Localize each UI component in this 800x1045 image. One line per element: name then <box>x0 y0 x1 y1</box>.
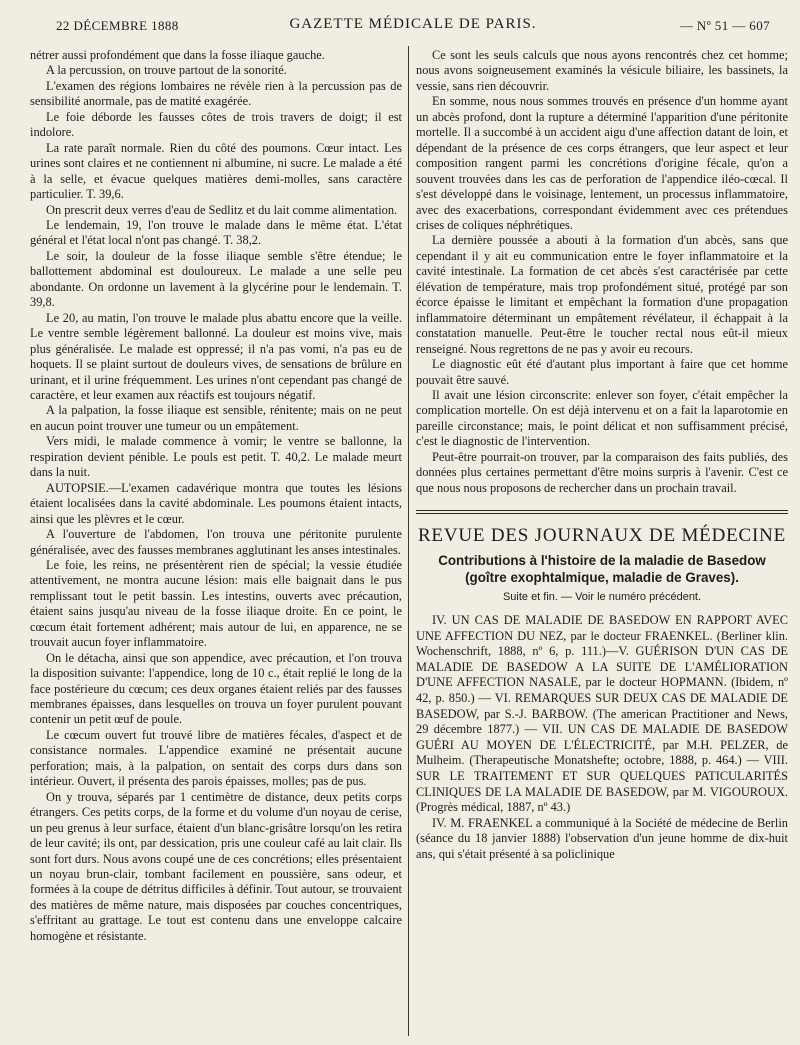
paragraph: IV. M. FRAENKEL a communiqué à la Société de médecine de Berlin (séance du 18 janvier 1888) l'observation d'un jeune homme de dix-huit ans, qui s'était présenté à sa policlinique <box>416 815 788 861</box>
paragraph: Il avait une lésion circonscrite: enlever son foyer, c'était empêcher la complication mortelle. On est déjà intervenu et on a fait la laparotomie en pareille circonstance; mais, le point délicat et non suffisamment précisé, c'est le diagnostic de l'intervention. <box>416 387 788 449</box>
paragraph: On le détacha, ainsi que son appendice, avec précaution, et l'on trouva la disposition suivante: l'appendice, long de 10 c., était replié le long de la face postérieure du cœcum; ces deux organes étaient reliés par des fausses membranes épaisses, dans lesquelles on trouva un foyer purulent pouvant contenir un petit œuf de poule. <box>30 650 402 727</box>
header-date: 22 DÉCEMBRE 1888 <box>56 18 179 33</box>
article-subtitle: Contributions à l'histoire de la maladie de Basedow (goître exophtalmique, maladie de Graves). <box>438 552 766 585</box>
continuation-note: Suite et fin. — Voir le numéro précédent. <box>502 590 702 603</box>
column-divider <box>408 46 409 1036</box>
paragraph: La dernière poussée a abouti à la formation d'un abcès, sans que cependant il y ait eu communication entre le foyer inflammatoire et la cavité intestinale. La formation de cet abcès s'est caractérisée par cette élévation de température, mais trop profondément situé, protégé par son écorce épaisse le limitant et empêchant la formation d'une propagation inflammatoire déterminant un empâtement révélateur, il échappait à la constatation manuelle. Peut-être le toucher rectal nous eût-il mieux renseigné. Nous regrettons de ne pas y avoir eu recours. <box>416 233 788 356</box>
paragraph: On y trouva, séparés par 1 centimètre de distance, deux petits corps étrangers. Ces petits corps, de la forme et du volume d'un noyau de cerise, un peu grenus à leur surface, étaient d'un blanc-grisâtre lorsqu'on les retira de leur cavité; ils ont, par dessication, pris une couleur café au lait clair. Ils sont fort durs. Nous avons coupé une de ces concrétions; elles présentaient un noyau brun-clair, tombant facilement en poussière, sans odeur, et formées à la coupe de détritus difficiles à définir. Tout autour, se trouvaient des matières de même nature, mais disposées par couches concentriques, s'effritant au grattage. Le tout est contenu dans une enveloppe calcaire homogène et résistante. <box>30 789 402 943</box>
paragraph: Le foie, les reins, ne présentèrent rien de spécial; la vessie étudiée attentivement, ne montra aucune lésion: mais elle baignait dans le pus remplissant tout le petit bassin. Les intestins, ouverts avec précaution, étaient sains jusqu'au niveau de la fosse iliaque droite. En ce point, le cœcum était fortement adhérent; mais autour de lui, en apparence, ne se trouvait aucun foyer inflammatoire. <box>30 557 402 650</box>
paragraph: En somme, nous nous sommes trouvés en présence d'un homme ayant un abcès profond, dont la rupture a déterminé l'apparition d'une péritonite mortelle. Il a succombé à un accident aigu d'une affection datant de loin, et dépendant de la présence de ces corps étrangers, que leur aspect et leur composition rangent parmi les concrétions d'origine fécale, qu'on a souvent trouvées dans les cas de perforation de l'appendice iléo-cœcal. Il s'est développé dans le voisinage, lentement, un processus inflammatoire, avec des exacerbations, correspondant évidemment avec ces prétendues crises de coliques néphrétiques. <box>416 94 788 232</box>
paragraph: nétrer aussi profondément que dans la fosse iliaque gauche. <box>30 48 325 62</box>
paragraph: Peut-être pourrait-on trouver, par la comparaison des faits publiés, des données plus certaines permettant d'être moins surpris à l'avenir. C'est ce que nous nous proposons de rechercher dans un prochain travail. <box>416 449 788 495</box>
paragraph: A la percussion, on trouve partout de la sonorité. <box>46 63 287 78</box>
paragraph: Vers midi, le malade commence à vomir; le ventre se ballonne, la respiration devient pénible. Le pouls est petit. T. 40,2. Le malade meurt dans la nuit. <box>30 434 402 480</box>
paragraph: La rate paraît normale. Rien du côté des poumons. Cœur intact. Les urines sont claires et ne contiennent ni albumine, ni sucre. Le malade a été à la selle, et évacue quelques matières demi-molles, sans caractère particulier. T. 39,6. <box>30 140 402 202</box>
paragraph: AUTOPSIE.—L'examen cadavérique montra que toutes les lésions étaient localisées dans la cavité abdominale. Les poumons étaient intacts, ainsi que les plèvres et le cœur. <box>30 480 402 526</box>
page-number: — Nº 51 — 607 <box>679 18 770 33</box>
paragraph: Le foie déborde les fausses côtes de trois travers de doigt; il est indolore. <box>30 109 402 140</box>
paragraph: A l'ouverture de l'abdomen, l'on trouva une péritonite purulente généralisée, avec des fausses membranes agglutinant les anses intestinales. <box>30 527 402 557</box>
section-heading: REVUE DES JOURNAUX DE MÉDECINE <box>417 525 787 547</box>
paragraph: Le lendemain, 19, l'on trouve le malade dans le même état. L'état général et l'état local n'ont pas changé. T. 38,2. <box>30 217 402 248</box>
paragraph: Le cœcum ouvert fut trouvé libre de matières fécales, d'aspect et de consistance normales. L'appendice examiné ne présentait aucune perforation; mais, à la palpation, on sentait des corps durs dans son intérieur. Ouvert, il présenta des parois épaisses, molles; pas de pus. <box>30 727 402 789</box>
section-divider <box>416 510 788 514</box>
paragraph: A la palpation, la fosse iliaque est sensible, rénitente; mais on ne peut en aucun point trouver une tumeur ou un empâtement. <box>30 403 402 433</box>
page-header <box>56 14 770 36</box>
right-column <box>416 48 788 863</box>
journal-title: GAZETTE MÉDICALE DE PARIS. <box>289 16 537 32</box>
paragraph: Le diagnostic eût été d'autant plus important à faire que cet homme pouvait être sauvé. <box>416 357 788 387</box>
paragraph: Ce sont les seuls calculs que nous ayons rencontrés chez cet homme; nous avons soigneusement examinés la vésicule biliaire, les bassinets, la vessie, sans rien découvrir. <box>416 48 788 93</box>
references-paragraph: IV. UN CAS DE MALADIE DE BASEDOW EN RAPPORT AVEC UNE AFFECTION DU NEZ, par le docteur FRAENKEL. (Berliner klin. Wochenschrift, 1888, nº 6, p. 111.)—V. GUÉRISON D'UN CAS DE MALADIE DE BASEDOW A LA SUITE DE L'AMÉLIORATION D'UNE AFFECTION NASALE, par le docteur HOPMANN. (Ibidem, nº 42, p. 850.) — VI. REMARQUES SUR DEUX CAS DE MALADIE DE BASEDOW, par S.-J. BARBOW. (The american Practitioner and News, 29 décembre 1877.) — VII. UN CAS DE MALADIE DE BASEDOW GUÉRI AU MOYEN DE L'ÉLECTRICITÉ, par M.H. PELZER, de Mulheim. (Therapeutische Monatshefte; octobre, 1888, p. 464.) — VIII. SUR LE TRAITEMENT ET SUR QUELQUES PATICULARITÉS CLINIQUES DE LA MALADIE DE BASEDOW, par M. VIGOUROUX. (Progrès médical, 1887, nº 43.) <box>416 613 788 815</box>
paragraph: Le soir, la douleur de la fosse iliaque semble s'être étendue; le ballottement abdominal est douloureux. Le malade a une selle peu abondante. On ordonne un lavement à la glycérine pour le lendemain. T. 39,8. <box>30 248 402 310</box>
paragraph: L'examen des régions lombaires ne révèle rien à la percussion pas de sensibilité anormale, pas de matité exagérée. <box>30 78 402 109</box>
paragraph: On prescrit deux verres d'eau de Sedlitz et du lait comme alimentation. <box>46 202 398 217</box>
left-column <box>30 48 402 944</box>
paragraph: Le 20, au matin, l'on trouve le malade plus abattu encore que la veille. Le ventre semble légèrement ballonné. La douleur est moins vive, mais plus généralisée. Le malade est oppressé; il n'a pas vomi, n'a pas eu de hoquets. Il se plaint surtout de douleurs vives, de sensations de brûlure en urinant, et il urine fréquemment. Les urines n'ont cependant pas changé de caractère, et leur examen aux réactifs est toujours négatif. <box>30 310 402 402</box>
